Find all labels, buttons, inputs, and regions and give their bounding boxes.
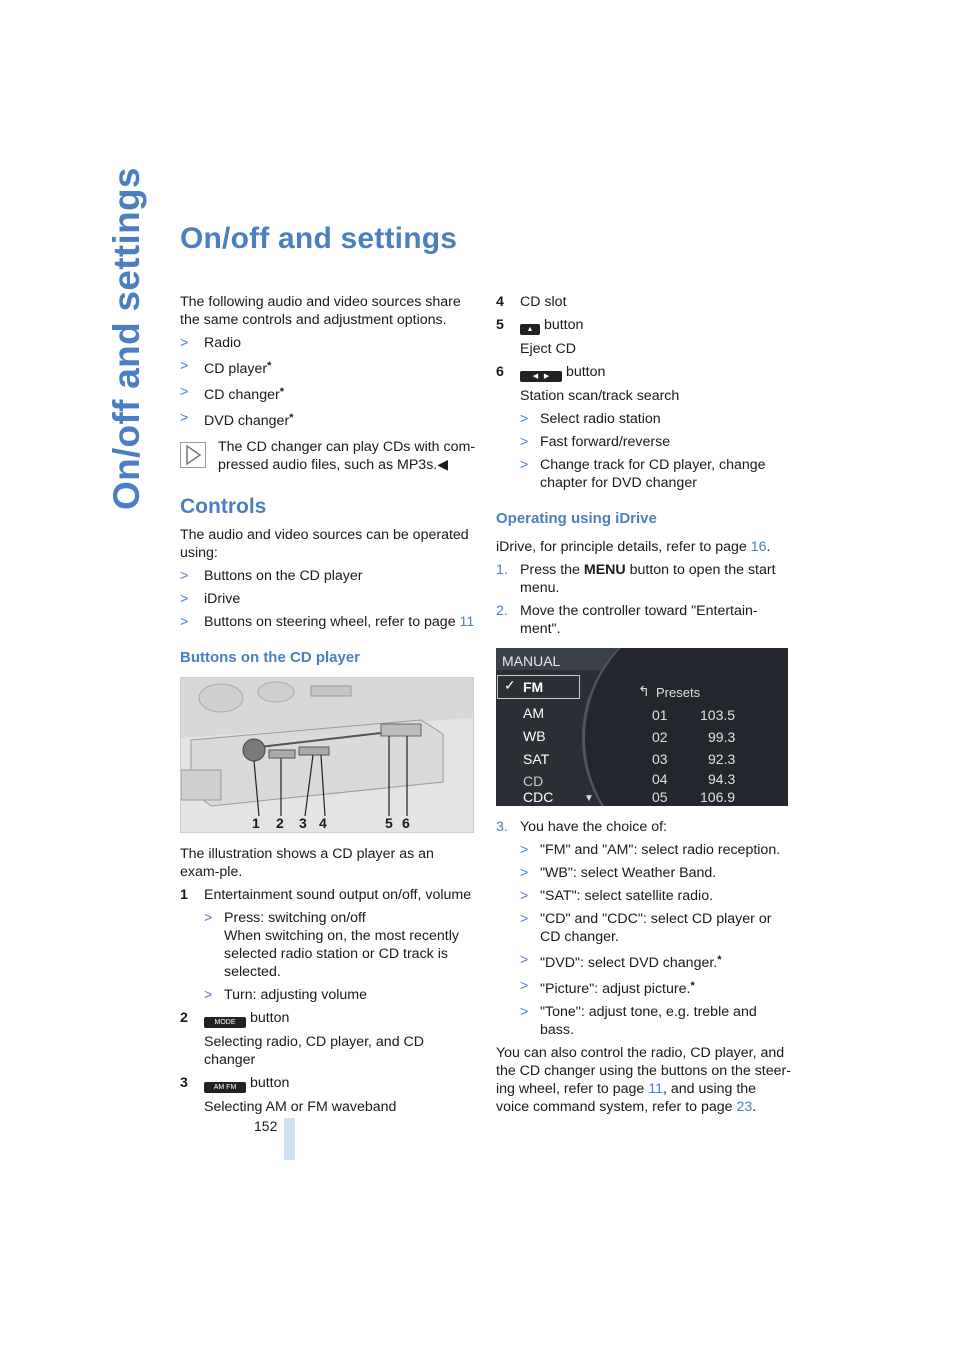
intro-text: The following audio and video sources share the same controls and adjustment options. <box>180 294 461 328</box>
preset-number[interactable]: 02 <box>652 729 668 745</box>
numbered-step: 2. Move the controller toward "Entertain-ment". <box>496 603 758 637</box>
page-tab-bar <box>284 1118 295 1160</box>
figure-label: 3 <box>299 815 307 831</box>
numbered-item: 2 MODE button <box>180 1010 290 1026</box>
numbered-item: 3 AM FM button <box>180 1075 290 1091</box>
list-item: > "FM" and "AM": select radio reception. <box>520 842 781 858</box>
page-link[interactable]: 11 <box>459 614 475 630</box>
list-item: > Buttons on steering wheel, refer to page 11 <box>180 614 475 630</box>
preset-frequency[interactable]: 106.9 <box>700 789 736 805</box>
side-title-text: On/off and settings <box>106 167 147 510</box>
idrive-screen <box>496 648 788 806</box>
preset-number[interactable]: 04 <box>652 771 668 787</box>
list-item: > Turn: adjusting volume <box>204 987 367 1003</box>
list-item: > Change track for CD player, change chapter for DVD changer <box>520 457 766 491</box>
numbered-step: 1. Press the MENU button to open the start menu. <box>496 562 776 596</box>
list-item: > "CD" and "CDC": select CD player or CD changer. <box>520 911 772 945</box>
idrive-heading: Operating using iDrive <box>496 510 657 527</box>
figure-caption: The illustration shows a CD player as an exam-ple. <box>180 846 434 880</box>
list-item: > "DVD": select DVD changer.* <box>520 952 722 971</box>
screen-menu-item[interactable]: WB <box>523 728 546 744</box>
list-item: > Select radio station <box>520 411 661 427</box>
item-desc: Selecting AM or FM waveband <box>204 1099 397 1115</box>
list-item: > Fast forward/reverse <box>520 434 671 450</box>
note-text: The CD changer can play CDs with com-pressed audio files, such as MP3s.◀ <box>218 439 476 473</box>
list-item: > CD player* <box>180 358 272 377</box>
list-item: > "Picture": adjust picture.* <box>520 978 695 997</box>
list-item: > DVD changer* <box>180 410 294 429</box>
screen-header: MANUAL <box>502 653 561 669</box>
preset-number[interactable]: 03 <box>652 751 668 767</box>
screen-menu-item[interactable]: CDC <box>523 789 554 805</box>
figure-label: 1 <box>252 815 260 831</box>
scroll-down-icon: ▼ <box>584 793 594 804</box>
controls-heading: Controls <box>180 495 267 518</box>
cd-player-heading: Buttons on the CD player <box>180 649 361 666</box>
screen-menu-item[interactable]: CD <box>523 773 544 789</box>
mode-button-icon: MODE <box>204 1017 246 1028</box>
list-item: > "WB": select Weather Band. <box>520 865 717 881</box>
page-link[interactable]: 16 <box>750 539 767 555</box>
figure-label: 5 <box>385 815 393 831</box>
preset-frequency[interactable]: 103.5 <box>700 707 736 723</box>
outro-text: You can also control the radio, CD player, and the CD changer using the buttons on the steer-ing wheel, refer to page 11, and using the voice command system, refer to page 23. <box>496 1045 791 1115</box>
left-column <box>180 293 476 1121</box>
cd-player-illustration <box>180 677 474 833</box>
preset-frequency[interactable]: 92.3 <box>708 751 736 767</box>
numbered-item: 1 Entertainment sound output on/off, volume <box>180 887 472 903</box>
item-desc: Selecting radio, CD player, and CD changer <box>204 1034 425 1068</box>
item-desc: Station scan/track search <box>520 388 680 404</box>
item-desc: Eject CD <box>520 341 576 357</box>
page-title: On/off and settings <box>180 222 458 255</box>
page-link[interactable]: 11 <box>648 1081 663 1097</box>
list-item: > "Tone": adjust tone, e.g. treble and bass. <box>520 1004 757 1038</box>
check-icon: ✓ <box>504 677 516 693</box>
side-title <box>98 167 154 530</box>
list-item: > Press: switching on/off When switching on, the most recently selected radio station or CD track is selected. <box>204 910 459 980</box>
right-column <box>496 293 792 1121</box>
figure-label: 4 <box>319 815 327 831</box>
list-item: > "SAT": select satellite radio. <box>520 888 714 904</box>
list-item: > Radio <box>180 335 242 351</box>
numbered-item: 4 CD slot <box>496 294 567 310</box>
list-item: > Buttons on the CD player <box>180 568 363 584</box>
page-number: 152 <box>254 1118 278 1134</box>
figure-label: 2 <box>276 815 284 831</box>
screen-menu-item[interactable]: SAT <box>523 751 550 767</box>
eject-icon: ▲ <box>520 324 540 335</box>
controls-intro: The audio and video sources can be operated using: <box>180 527 469 561</box>
menu-button-icon: MENU <box>583 562 626 578</box>
preset-number[interactable]: 05 <box>652 789 668 805</box>
preset-frequency[interactable]: 99.3 <box>708 729 736 745</box>
numbered-item: 6 ◀ ▶ button <box>496 364 606 380</box>
note <box>180 438 476 474</box>
presets-label[interactable]: Presets <box>656 685 701 700</box>
figure-label: 6 <box>402 815 410 831</box>
preset-number[interactable]: 01 <box>652 707 668 723</box>
page-link[interactable]: 23 <box>736 1099 753 1115</box>
numbered-step: 3. You have the choice of: <box>496 819 667 835</box>
list-item: > CD changer* <box>180 384 284 403</box>
scan-arrows-icon: ◀ ▶ <box>520 371 562 382</box>
screen-menu-item[interactable]: AM <box>523 705 544 721</box>
note-icon <box>180 442 206 468</box>
numbered-item: 5 ▲ button <box>496 317 584 333</box>
list-item: > iDrive <box>180 591 241 607</box>
screen-menu-item[interactable]: FM <box>523 679 544 695</box>
back-arrow-icon: ↰ <box>638 683 650 699</box>
preset-frequency[interactable]: 94.3 <box>708 771 736 787</box>
idrive-intro: iDrive, for principle details, refer to page 16. <box>496 539 771 555</box>
cd-player-drawing <box>181 678 473 832</box>
am-fm-button-icon: AM FM <box>204 1082 246 1093</box>
